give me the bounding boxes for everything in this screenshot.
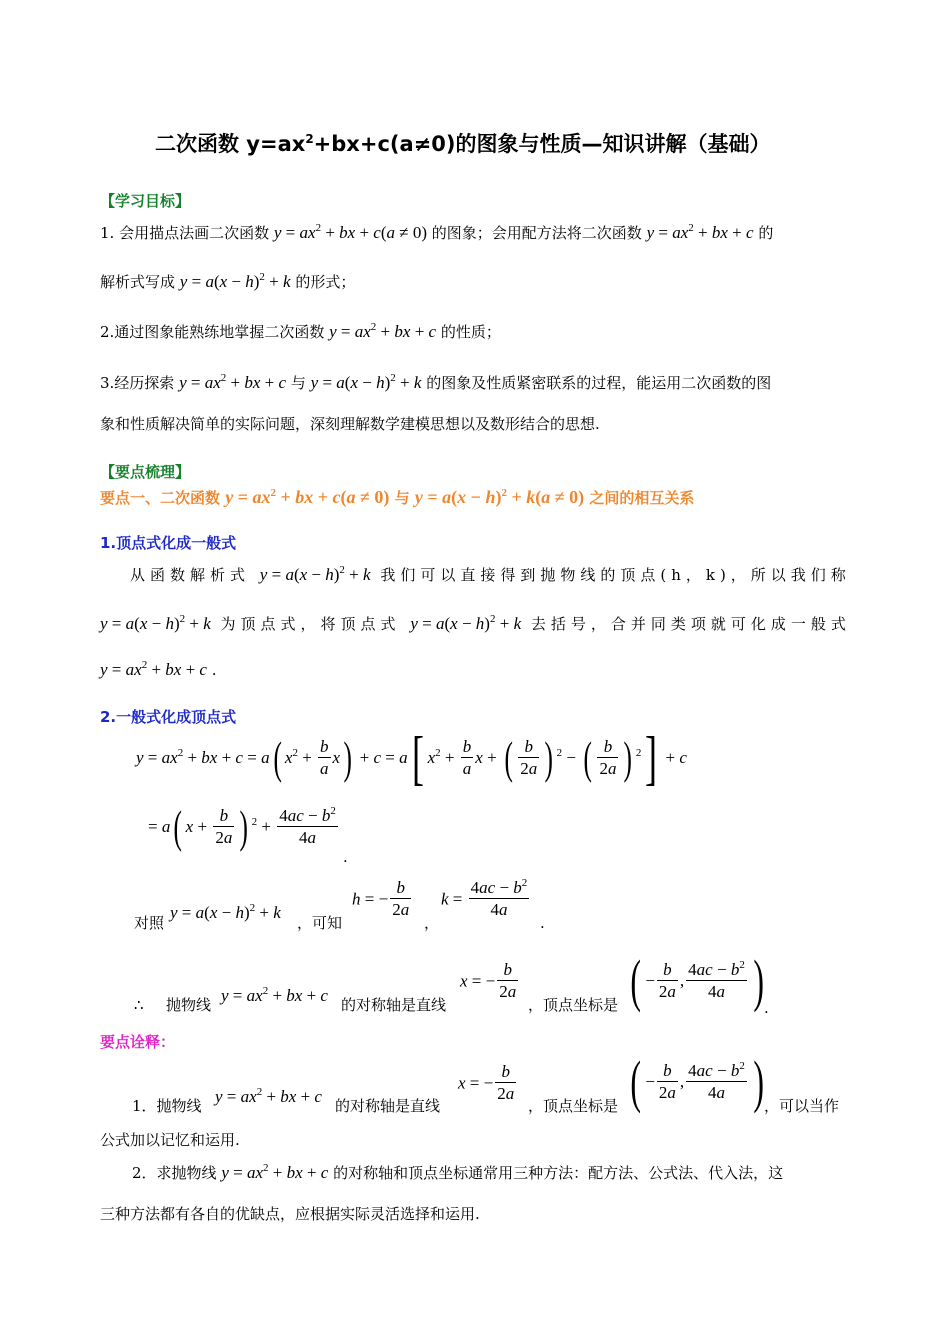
formula-general: $y = ax^2$ + bx + c <box>215 1086 322 1106</box>
formula-general: $y = ax^2$ + bx + c <box>221 1162 329 1182</box>
goal-1-line-2: 解析式写成 $y = a(x - h)^2 + k$ 的形式； <box>100 271 356 291</box>
sub-1-para-line-3: $y = ax^2$ + bx + c . <box>100 659 217 679</box>
note-2-line-2: 三种方法都有各自的优缺点，应根据实际灵活选择和运用. <box>100 1205 480 1223</box>
therefore-period: . <box>764 999 769 1017</box>
derivation-line-2: = a( x + $\frac{b}{2a}$ ) $^2$ + $\frac{4ac - b^2}{4a}$ <box>148 801 336 852</box>
formula-vertex: $y = a(x - h)^2 + k$ <box>310 372 422 392</box>
goal-3-line-2: 象和性质解决简单的实际问题，深刻理解数学建模思想以及数形结合的思想. <box>100 415 600 433</box>
formula-axis: x = − $\frac{b}{2a}$ <box>460 960 517 1001</box>
note-1-tail: ，可以当作 <box>764 1097 840 1115</box>
note-1-vertex-label: ，顶点坐标是 <box>528 1097 619 1115</box>
compare-know: ，可知 <box>297 914 343 932</box>
sub-1-para-line-2: $y = a(x - h)^2 + k$ 为顶点式，将顶点式 $y = a(x - h)^2 + k$ 去括号，合并同类项就可化成一般式 <box>100 613 851 633</box>
formula-general: $y = ax^2$ + bx + c <box>329 321 437 341</box>
section-goals-heading: 【学习目标】 <box>100 192 191 210</box>
formula-vertex-coords: ( − $\frac{b}{2a}$ , $\frac{4ac - b^2}{4a}$ ) <box>630 1049 764 1114</box>
comma: ， <box>424 914 440 932</box>
goal-1-line-1: 1. 会用描点法画二次函数 $y = ax^2$ + bx + c(a ≠ 0) 的图象；会用配方法将二次函数 $y = ax^2$ + bx + c 的 <box>100 222 774 242</box>
compare-label: 对照 <box>134 914 165 932</box>
sub-2-heading: 2.一般式化成顶点式 <box>100 708 237 726</box>
formula-vertex-form: $y = a(x - h)^2 + k(a \ne 0)$ <box>414 487 585 507</box>
notes-heading: 要点诠释： <box>100 1033 176 1051</box>
page-title: 二次函数 $y=ax^2+bx+c(a\ne 0)$的图象与性质—知识讲解（基础） <box>155 132 771 156</box>
formula-vertex: $y = a(x - h)^2 + k$ <box>259 564 371 584</box>
formula-axis: x = − $\frac{b}{2a}$ <box>458 1062 515 1103</box>
therefore-axis-label: 的对称轴是直线 <box>341 996 447 1014</box>
formula-vertex: $y = a(x - h)^2 + k$ <box>100 613 211 633</box>
goal-2: 2.通过图象能熟练地掌握二次函数 $y = ax^2$ + bx + c 的性质； <box>100 321 501 341</box>
formula-general: $y = ax^2$ + bx + c <box>100 659 207 679</box>
note-1-axis-label: 的对称轴是直线 <box>335 1097 441 1115</box>
formula-general-form: $y = ax^2$ + bx + c(a ≠ 0) <box>273 222 428 242</box>
compare-period: . <box>540 914 545 932</box>
formula-h: h = − $\frac{b}{2a}$ <box>352 878 410 919</box>
formula-k: k = $\frac{4ac - b^2}{4a}$ <box>441 877 528 919</box>
therefore-parabola: 抛物线 <box>166 996 212 1014</box>
sub-1-para-line-1: 从函数解析式 $y = a(x - h)^2 + k$ 我们可以直接得到抛物线的顶点(h，k)，所以我们称 <box>130 564 851 584</box>
formula-vertex: $y = a(x - h)^2 + k$ <box>170 902 281 922</box>
formula-general: $y = ax^2$ + bx + c <box>179 372 287 392</box>
formula-vertex: $y = a(x - h)^2 + k$ <box>410 613 522 633</box>
formula-general: $y = ax^2$ + bx + c <box>221 985 328 1005</box>
goal-3-line-1: 3.经历探索 $y = ax^2$ + bx + c 与 $y = a(x - h)^2 + k$ 的图象及性质紧密联系的过程，能运用二次函数的图 <box>100 372 772 392</box>
therefore-symbol: ∴ <box>134 996 144 1014</box>
point-1-heading: 要点一、二次函数 $y = ax^2$ + bx + c(a ≠ 0) 与 $y = a(x - h)^2 + k(a \ne 0)$ 之间的相互关系 <box>100 487 695 507</box>
therefore-vertex-label: ，顶点坐标是 <box>528 996 619 1014</box>
derivation-period: . <box>343 848 348 866</box>
section-points-heading: 【要点梳理】 <box>100 463 191 481</box>
formula-general: $y = ax^2$ + bx + c <box>646 222 754 242</box>
note-1-label: 1．抛物线 <box>132 1097 202 1115</box>
formula-vertex: $y = a(x - h)^2 + k$ <box>179 271 291 291</box>
derivation-line-1: $y = ax^2$ + bx + c = a( $x^2$ + $\frac{b}{a}$ x) + c = a[ $x^2$ + $\frac{b}{a}$ x + ( $\frac{b}{2a}$ ) $^2$ − ( $\frac{b}{2a}$ ) $^2$] + c <box>136 725 687 791</box>
note-1-line-2: 公式加以记忆和运用. <box>100 1131 240 1149</box>
note-2-line-1: 2．求抛物线 $y = ax^2$ + bx + c 的对称轴和顶点坐标通常用三种方法：配方法、公式法、代入法，这 <box>132 1162 784 1182</box>
formula-general-form: $y = ax^2$ + bx + c(a ≠ 0) <box>225 487 390 507</box>
sub-1-heading: 1.顶点式化成一般式 <box>100 534 237 552</box>
formula-vertex-coords: ( − $\frac{b}{2a}$ , $\frac{4ac - b^2}{4a}$ ) <box>630 948 764 1013</box>
